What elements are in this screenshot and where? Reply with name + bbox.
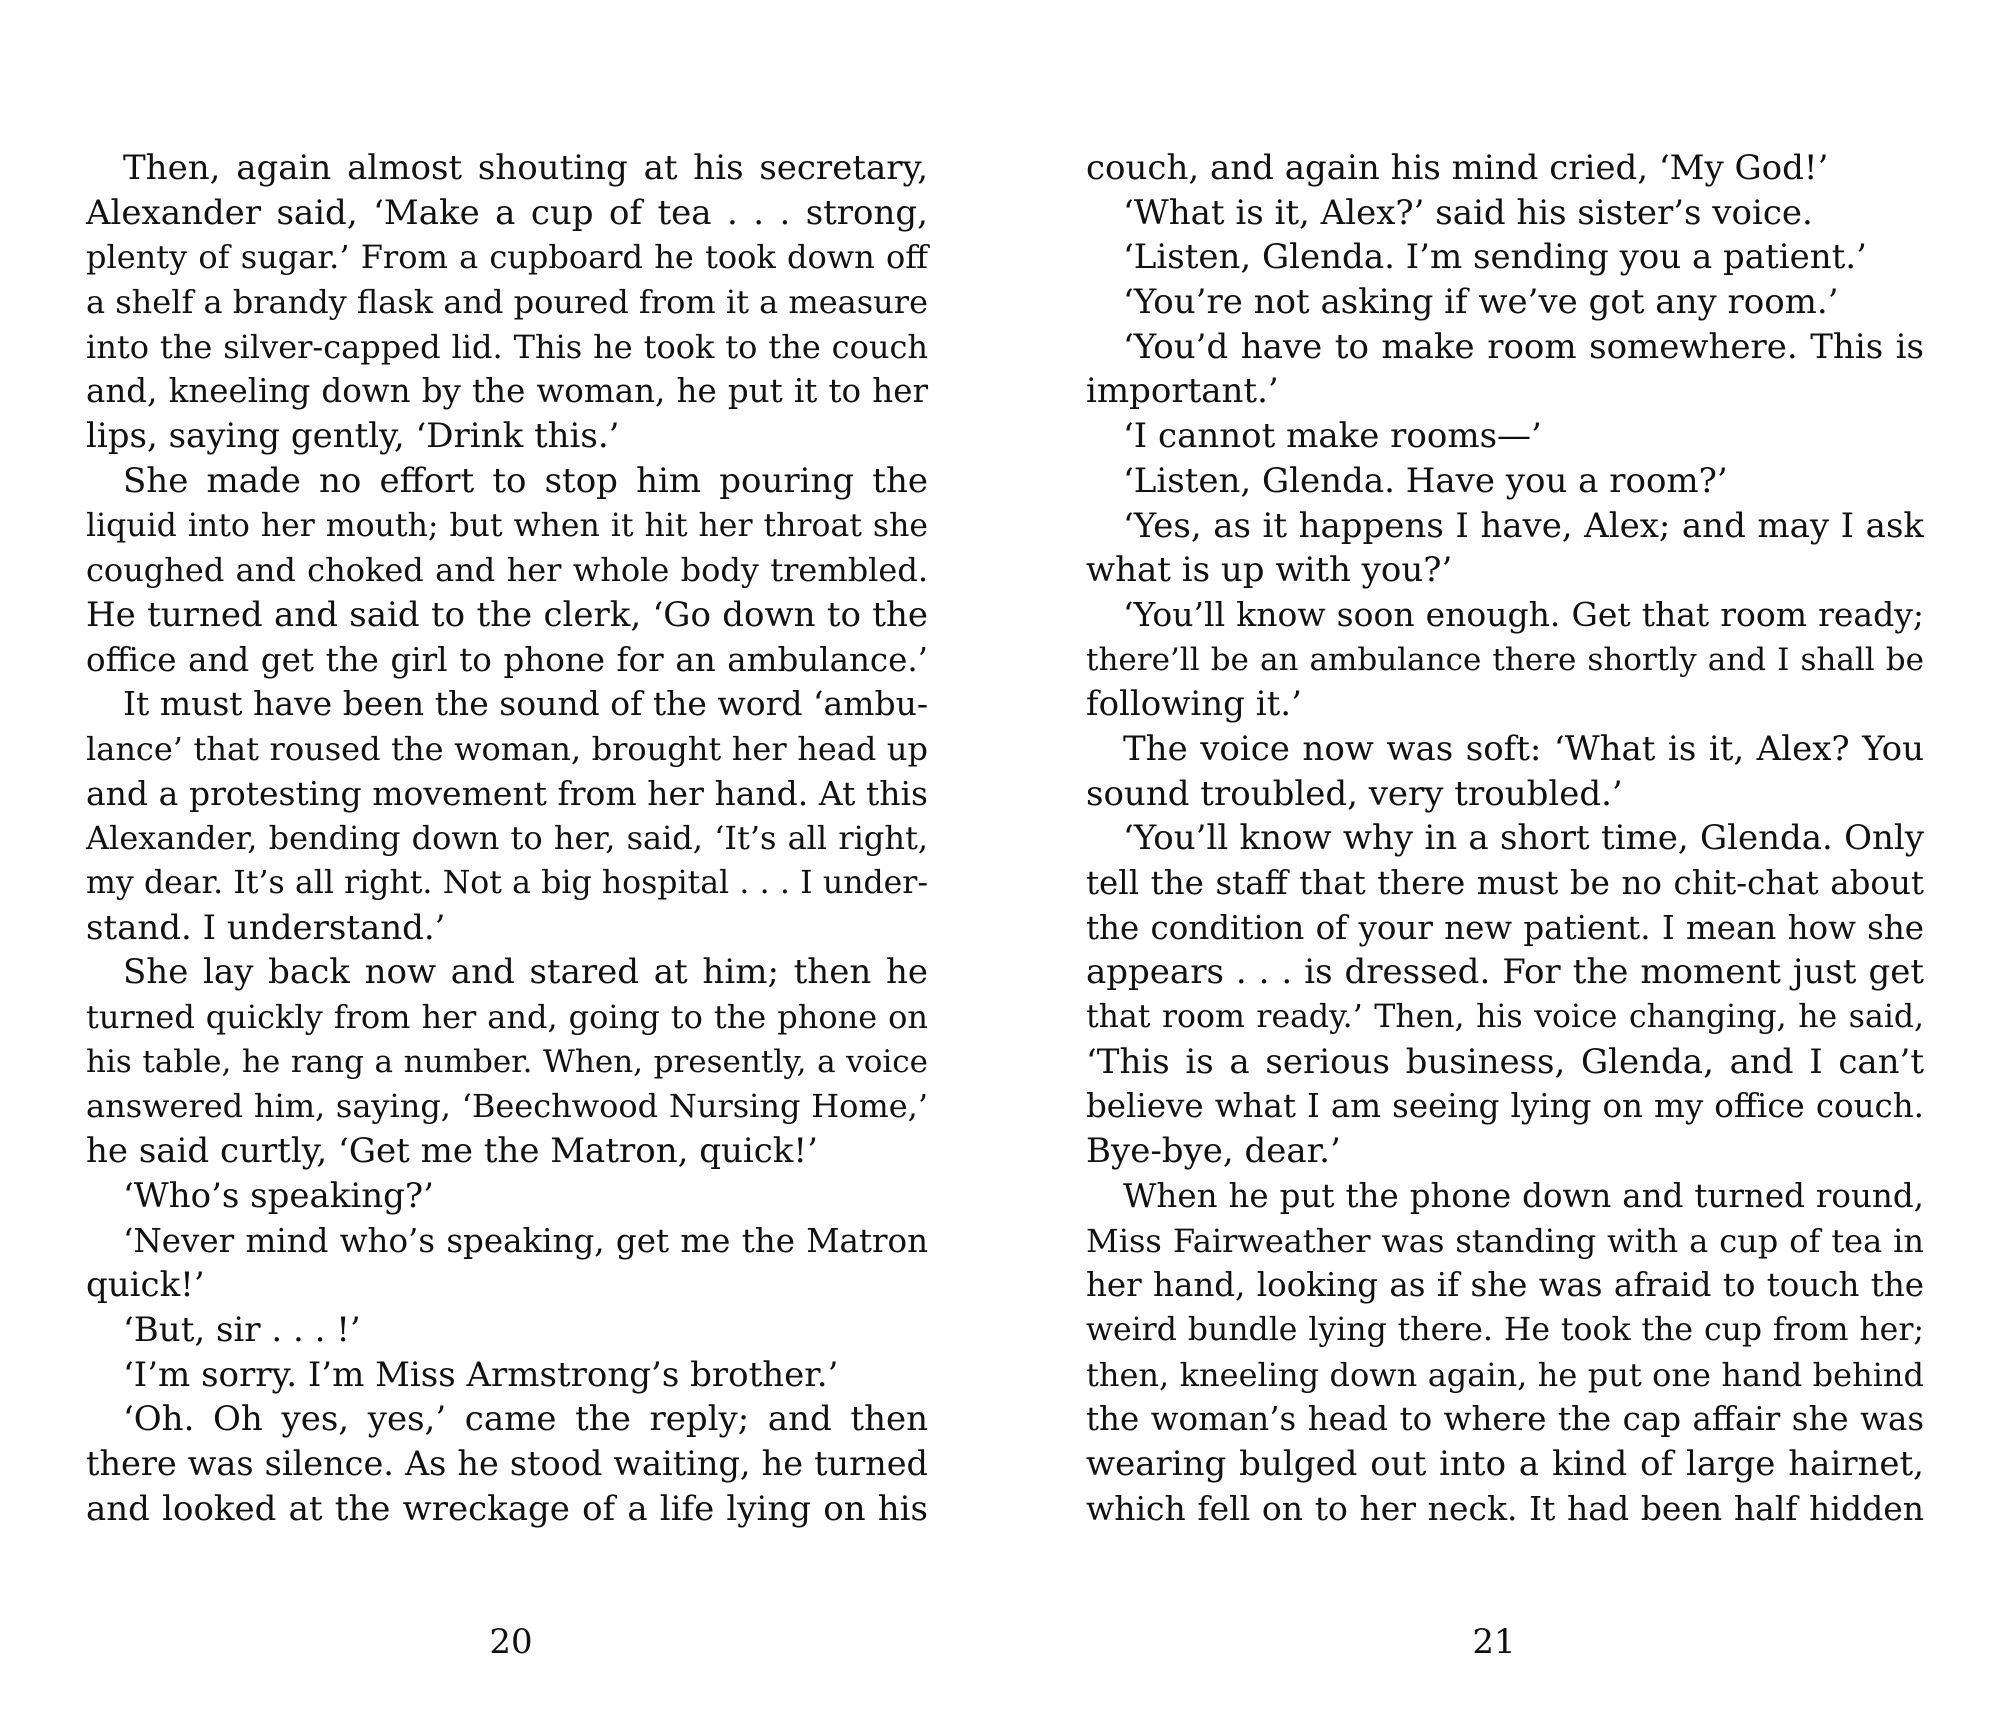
text-line: He turned and said to the clerk, ‘Go down to the	[86, 594, 928, 635]
text-line: there was silence. As he stood waiting, he turned	[86, 1443, 928, 1483]
text-line: following it.’	[1086, 684, 1302, 725]
text-line: When he put the phone down and turned round,	[1123, 1176, 1924, 1215]
right-page	[1000, 0, 2000, 1716]
text-line: stand. I understand.’	[86, 907, 446, 948]
text-line: Alexander said, ‘Make a cup of tea . . . strong,	[86, 192, 928, 233]
text-line: Miss Fairweather was standing with a cup of tea in	[1086, 1221, 1924, 1260]
text-line: that room ready.’ Then, his voice changing, he said,	[1086, 999, 1924, 1036]
text-line: coughed and choked and her whole body trembled.	[86, 551, 928, 590]
text-line: believe what I am seeing lying on my office couch.	[1086, 1087, 1924, 1126]
text-line: his table, he rang a number. When, presently, a voice	[86, 1043, 928, 1080]
text-line: ‘Yes, as it happens I have, Alex; and may I ask	[1123, 505, 1924, 546]
left-page-text	[86, 146, 928, 1531]
text-line: The voice now was soft: ‘What is it, Alex? You	[1123, 728, 1924, 769]
text-line: ‘I cannot make rooms—’	[1123, 416, 1542, 457]
text-line: into the silver-capped lid. This he took to the couch	[86, 327, 928, 366]
text-line: a shelf a brandy flask and poured from it a measure	[86, 283, 928, 322]
text-line: and looked at the wreckage of a life lying on his	[86, 1488, 928, 1529]
text-line: couch, and again his mind cried, ‘My God!’	[1086, 148, 1829, 188]
text-line: office and get the girl to phone for an ambulance.’	[86, 640, 928, 679]
text-line: my dear. It’s all right. Not a big hospital . . . I under-	[86, 865, 928, 901]
text-line: tell the staff that there must be no chit-chat about	[1086, 864, 1924, 902]
text-line: and, kneeling down by the woman, he put it to her	[86, 372, 928, 411]
text-line: quick!’	[86, 1265, 205, 1306]
text-line: turned quickly from her and, going to the phone on	[86, 998, 928, 1037]
text-line: liquid into her mouth; but when it hit her throat she	[86, 507, 928, 544]
text-line: ‘Oh. Oh yes, yes,’ came the reply; and then	[123, 1399, 928, 1440]
text-line: weird bundle lying there. He took the cup from her;	[1086, 1311, 1924, 1348]
text-line: ‘But, sir . . . !’	[123, 1309, 361, 1350]
text-line: ‘Listen, Glenda. Have you a room?’	[1123, 460, 1728, 501]
right-page-number: 21	[1472, 1622, 1516, 1662]
text-line: ‘Never mind who’s speaking, get me the Matron	[123, 1221, 928, 1260]
text-line: ‘I’m sorry. I’m Miss Armstrong’s brother.’	[123, 1354, 839, 1395]
text-line: wearing bulged out into a kind of large hairnet,	[1086, 1443, 1924, 1484]
text-line: important.’	[1086, 371, 1279, 412]
text-line: answered him, saying, ‘Beechwood Nursing Home,’	[86, 1087, 928, 1126]
text-line: what is up with you?’	[1086, 550, 1453, 591]
text-line: ‘What is it, Alex?’ said his sister’s voice.	[1123, 192, 1813, 233]
text-line: It must have been the sound of the word ‘ambu-	[123, 684, 928, 724]
text-line: She made no effort to stop him pouring the	[123, 460, 928, 501]
text-line: ‘You’d have to make room somewhere. This is	[1123, 326, 1924, 367]
right-page-text	[1086, 146, 1924, 1531]
text-line: ‘You’ll know why in a short time, Glenda. Only	[1123, 818, 1924, 859]
text-line: lance’ that roused the woman, brought her head up	[86, 729, 928, 768]
text-line: and a protesting movement from her hand. At this	[86, 773, 928, 813]
text-line: the woman’s head to where the cap affair she was	[1086, 1400, 1924, 1439]
left-page-number: 20	[489, 1622, 533, 1662]
text-line: She lay back now and stared at him; then he	[123, 952, 928, 993]
text-line: ‘This is a serious business, Glenda, and I can’t	[1086, 1041, 1924, 1082]
text-line: ‘You’re not asking if we’ve got any room.’	[1123, 282, 1839, 323]
text-line: the condition of your new patient. I mean how she	[1086, 908, 1924, 947]
text-line: Bye-bye, dear.’	[1086, 1131, 1341, 1172]
text-line: Alexander, bending down to her, said, ‘It’s all right,	[86, 819, 928, 858]
text-line: ‘You’ll know soon enough. Get that room ready;	[1123, 594, 1924, 634]
text-line: appears . . . is dressed. For the moment just get	[1086, 952, 1924, 993]
text-line: then, kneeling down again, he put one hand behind	[1086, 1355, 1924, 1394]
text-line: sound troubled, very troubled.’	[1086, 773, 1623, 814]
text-line: he said curtly, ‘Get me the Matron, quick!’	[86, 1131, 818, 1172]
text-line: her hand, looking as if she was afraid to touch the	[1086, 1266, 1924, 1305]
text-line: lips, saying gently, ‘Drink this.’	[86, 416, 620, 457]
text-line: which fell on to her neck. It had been half hidden	[1086, 1488, 1924, 1528]
text-line: there’ll be an ambulance there shortly and I shall be	[1086, 641, 1924, 678]
text-line: ‘Listen, Glenda. I’m sending you a patient.’	[1123, 237, 1867, 278]
text-line: Then, again almost shouting at his secretary,	[123, 148, 928, 188]
text-line: plenty of sugar.’ From a cupboard he took down off	[86, 238, 928, 277]
text-line: ‘Who’s speaking?’	[123, 1175, 434, 1216]
